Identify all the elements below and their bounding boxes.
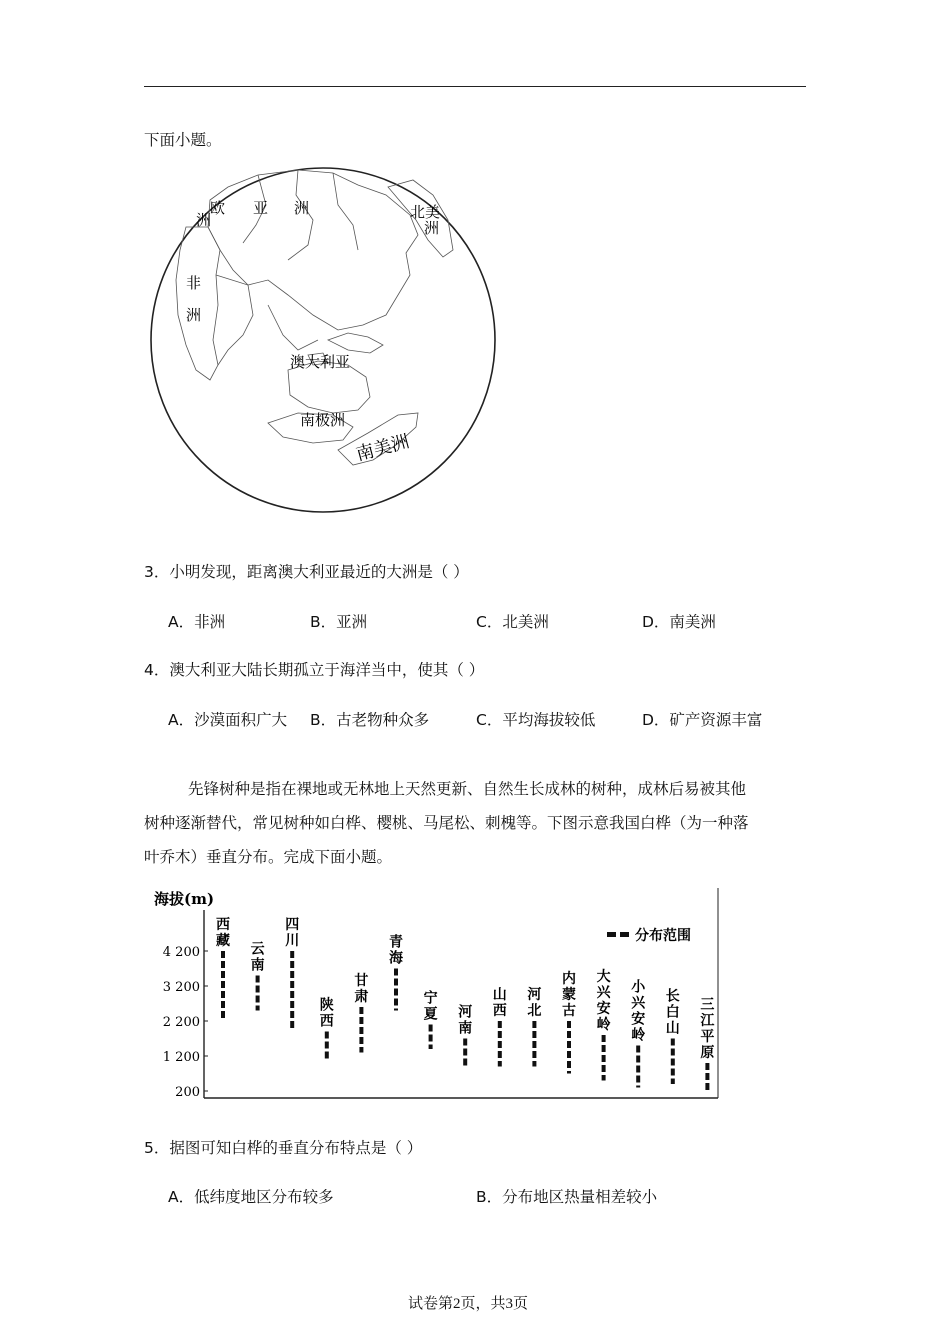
map-label-europe-2: 洲 (196, 211, 212, 229)
category-label-4: 陕西 (319, 997, 334, 1030)
map-label-antarctica: 南极洲 (300, 411, 346, 429)
category-label-2: 云南 (250, 941, 265, 974)
category-label-3: 四川 (285, 917, 300, 949)
map-label-na-2: 洲 (424, 219, 440, 237)
q4-stem: 4．澳大利亚大陆长期孤立于海洋当中，使其（ ） (144, 661, 485, 679)
category-label-10: 河北 (527, 987, 542, 1019)
category-label-6: 青海 (389, 934, 403, 967)
legend-mark-2 (620, 932, 629, 937)
q4-option-d[interactable]: D．矿产资源丰富 (642, 711, 763, 729)
category-label-15: 三江平原 (700, 997, 715, 1061)
legend (607, 927, 691, 944)
q3-stem: 3．小明发现，距离澳大利亚最近的大洲是（ ） (144, 563, 469, 581)
map-label-europe-1: 欧 (210, 199, 226, 217)
category-label-9: 山西 (492, 987, 507, 1019)
category-label-8: 河南 (458, 1004, 473, 1037)
q5-stem: 5．据图可知白桦的垂直分布特点是（ ） (144, 1139, 423, 1157)
birch-distribution-chart (150, 884, 720, 1102)
page-footer: 试卷第2页，共3页 (408, 1296, 529, 1312)
intro-tail: 下面小题。 (144, 131, 222, 149)
q3-option-a[interactable]: A．非洲 (168, 613, 226, 631)
map-label-south-america: 南美洲 (353, 431, 412, 466)
world-map (148, 165, 508, 520)
category-label-12: 大兴安岭 (596, 969, 611, 1033)
category-label-14: 长白山 (665, 988, 680, 1037)
y-tick-label: 3 200 (162, 980, 200, 995)
y-tick-label: 4 200 (162, 945, 200, 960)
category-label-5: 甘肃 (354, 973, 369, 1005)
q5-option-b[interactable]: B．分布地区热量相差较小 (476, 1188, 658, 1206)
q3-option-c[interactable]: C．北美洲 (476, 613, 549, 631)
y-tick-label: 200 (175, 1085, 200, 1100)
y-tick-label: 1 200 (162, 1050, 200, 1065)
passage-line-3: 叶乔木）垂直分布。完成下面小题。 (144, 848, 393, 866)
map-label-australia: 澳大利亚 (290, 353, 351, 371)
category-label-13: 小兴安岭 (631, 979, 646, 1044)
map-label-asia-1: 亚 (253, 199, 269, 217)
map-label-asia-2: 洲 (294, 199, 310, 217)
passage-line-2: 树种逐渐替代，常见树种如白桦、樱桃、马尾松、刺槐等。下图示意我国白桦（为一种落 (144, 814, 749, 832)
map-label-africa-1: 非 (186, 274, 202, 292)
category-label-1: 西藏 (216, 917, 230, 949)
q5-option-a[interactable]: A．低纬度地区分布较多 (168, 1188, 334, 1206)
legend-label: 分布范围 (635, 928, 691, 944)
category-label-7: 宁夏 (423, 990, 438, 1023)
q4-option-b[interactable]: B．古老物种众多 (310, 711, 430, 729)
passage-line-1: 先锋树种是指在裸地或无林地上天然更新、自然生长成林的树种，成林后易被其他 (188, 780, 747, 798)
chart-ylabel: 海拔(m) (154, 890, 215, 908)
header-rule (144, 86, 806, 87)
q3-option-b[interactable]: B．亚洲 (310, 613, 368, 631)
map-label-africa-2: 洲 (186, 306, 202, 324)
q4-option-c[interactable]: C．平均海拔较低 (476, 711, 596, 729)
q4-option-a[interactable]: A．沙漠面积广大 (168, 711, 288, 729)
legend-mark-1 (607, 932, 616, 937)
q3-option-d[interactable]: D．南美洲 (642, 613, 716, 631)
map-label-na-1: 北美 (410, 203, 441, 221)
y-tick-label: 2 200 (162, 1015, 200, 1030)
passage (144, 772, 806, 874)
category-label-11: 内蒙古 (562, 971, 576, 1019)
